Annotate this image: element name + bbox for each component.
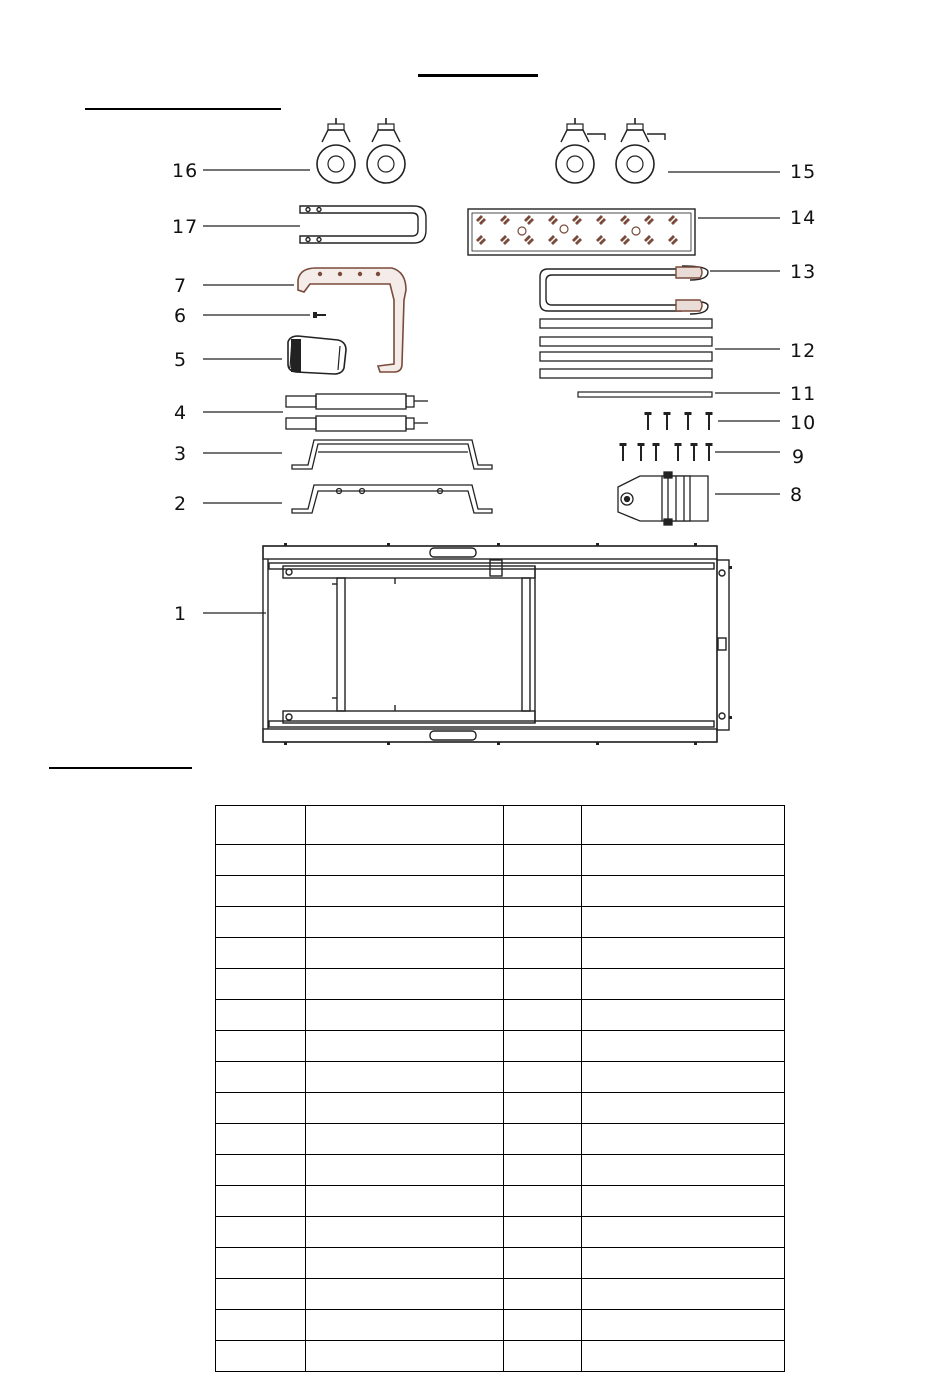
callout-17: 17: [172, 216, 199, 238]
table-cell: [216, 907, 306, 938]
table-cell: [582, 1031, 785, 1062]
callout-4: 4: [174, 402, 188, 424]
table-cell: [504, 1155, 582, 1186]
table-cell: [504, 1279, 582, 1310]
brake-caster-pair: [556, 118, 665, 183]
table-cell: [504, 1248, 582, 1279]
table-row: [216, 1000, 785, 1031]
bracket-bar-3: [292, 440, 492, 469]
thin-rod: [578, 392, 712, 397]
callout-10: 10: [790, 412, 817, 434]
table-cell: [504, 1124, 582, 1155]
table-cell: [582, 845, 785, 876]
table-cell: [216, 1341, 306, 1372]
table-cell: [504, 1000, 582, 1031]
table-cell: [306, 969, 504, 1000]
table-cell: [582, 1279, 785, 1310]
table-cell: [306, 1124, 504, 1155]
table-cell: [306, 1186, 504, 1217]
platform-plate: [468, 209, 695, 255]
table-cell: [216, 1000, 306, 1031]
table-cell: [216, 969, 306, 1000]
table-row: [216, 1341, 785, 1372]
table-row: [216, 1217, 785, 1248]
cushion-block: [288, 336, 346, 374]
table-cell: [306, 876, 504, 907]
hook-tube: [540, 266, 708, 314]
table-row: [216, 1124, 785, 1155]
table-cell: [504, 907, 582, 938]
table-cell: [216, 1217, 306, 1248]
table-cell: [216, 1124, 306, 1155]
callout-1: 1: [174, 603, 188, 625]
table-row: [216, 1248, 785, 1279]
table-row: [216, 1310, 785, 1341]
callout-8: 8: [790, 484, 804, 506]
callout-16: 16: [172, 160, 199, 182]
table-cell: [582, 1186, 785, 1217]
table-cell: [216, 1093, 306, 1124]
table-cell: [504, 1093, 582, 1124]
table-cell: [306, 1031, 504, 1062]
table-cell: [216, 1062, 306, 1093]
table-cell: [504, 1310, 582, 1341]
table-cell: [216, 938, 306, 969]
table-cell: [306, 907, 504, 938]
table-cell: [306, 1000, 504, 1031]
table-cell: [582, 969, 785, 1000]
callout-13: 13: [790, 261, 817, 283]
table-cell: [582, 1155, 785, 1186]
table-cell: [306, 1341, 504, 1372]
fixed-caster-pair: [317, 118, 405, 183]
table-cell: [216, 1155, 306, 1186]
table-cell: [306, 1062, 504, 1093]
table-cell: [216, 1186, 306, 1217]
table-cell: [582, 1093, 785, 1124]
bracket-bar-2: [292, 485, 492, 513]
roller-assembly: [618, 472, 708, 525]
table-cell: [216, 1279, 306, 1310]
table-row: [216, 845, 785, 876]
table-header-cell: [216, 806, 306, 845]
table-row: [216, 938, 785, 969]
table-cell: [582, 1124, 785, 1155]
table-cell: [306, 1279, 504, 1310]
callout-14: 14: [790, 207, 817, 229]
table-row: [216, 907, 785, 938]
table-row: [216, 876, 785, 907]
axle-rods: [286, 394, 428, 431]
table-cell: [504, 938, 582, 969]
callout-6: 6: [174, 305, 188, 327]
table-cell: [582, 1217, 785, 1248]
table-cell: [582, 1248, 785, 1279]
callout-9: 9: [792, 446, 806, 468]
callout-11: 11: [790, 383, 817, 405]
table-cell: [216, 845, 306, 876]
table-cell: [306, 1248, 504, 1279]
frame-bolt-heads: [284, 543, 732, 745]
table-row: [216, 1155, 785, 1186]
u-handle-bar: [300, 206, 426, 243]
table-header-cell: [306, 806, 504, 845]
table-row: [216, 1093, 785, 1124]
table-cell: [582, 1310, 785, 1341]
table-cell: [306, 845, 504, 876]
table-cell: [582, 876, 785, 907]
table-cell: [216, 876, 306, 907]
table-cell: [504, 876, 582, 907]
small-screw: [313, 312, 326, 318]
table-cell: [216, 1310, 306, 1341]
table-cell: [504, 1031, 582, 1062]
table-cell: [504, 1217, 582, 1248]
table-header-cell: [582, 806, 785, 845]
table-row: [216, 1062, 785, 1093]
table-cell: [504, 1186, 582, 1217]
flat-slats: [540, 319, 712, 378]
main-frame: [263, 546, 729, 742]
callout-15: 15: [790, 161, 817, 183]
callout-12: 12: [790, 340, 817, 362]
callout-5: 5: [174, 349, 188, 371]
table-cell: [504, 969, 582, 1000]
callout-3: 3: [174, 443, 188, 465]
table-cell: [504, 1062, 582, 1093]
table-cell: [306, 938, 504, 969]
table-cell: [306, 1093, 504, 1124]
table-cell: [216, 1031, 306, 1062]
table-cell: [504, 845, 582, 876]
callout-2: 2: [174, 493, 188, 515]
table-row: [216, 1031, 785, 1062]
table-cell: [216, 1248, 306, 1279]
table-row: [216, 1186, 785, 1217]
table-header-row: [216, 806, 785, 845]
table-row: [216, 1279, 785, 1310]
table-cell: [582, 1341, 785, 1372]
long-bolts: [645, 412, 713, 430]
table-header-cell: [504, 806, 582, 845]
table-row: [216, 969, 785, 1000]
callout-7: 7: [174, 275, 188, 297]
table-cell: [306, 1155, 504, 1186]
table-cell: [306, 1217, 504, 1248]
table-cell: [582, 1062, 785, 1093]
table-cell: [582, 938, 785, 969]
table-cell: [306, 1310, 504, 1341]
short-bolts: [620, 443, 713, 461]
parts-list-table: [215, 805, 785, 1372]
table-cell: [582, 907, 785, 938]
table-cell: [582, 1000, 785, 1031]
table-cell: [504, 1341, 582, 1372]
